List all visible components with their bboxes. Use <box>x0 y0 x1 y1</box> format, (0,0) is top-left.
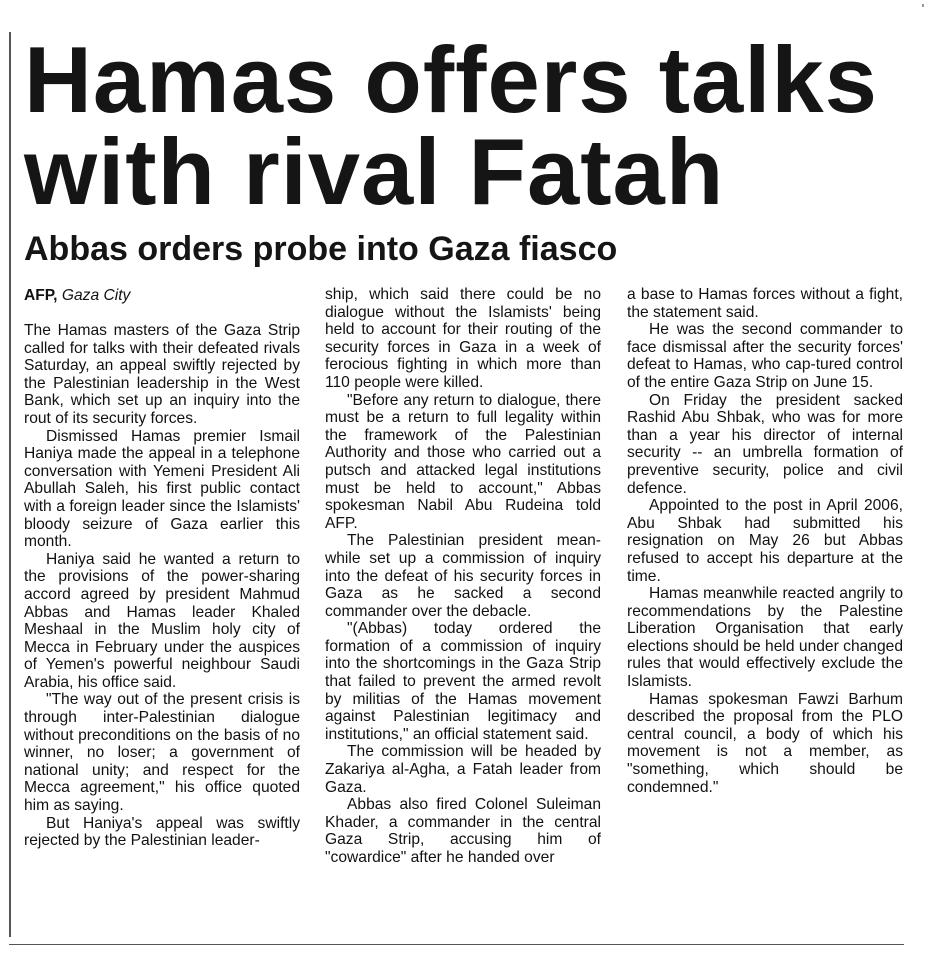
subheadline: Abbas orders probe into Gaza fiasco <box>24 230 618 268</box>
paragraph: Appointed to the post in April 2006, Abu Shbak had submitted his resignation on May 26 but Abbas refused to accept his departure at the time. <box>627 497 903 585</box>
paragraph: The Hamas masters of the Gaza Strip called for talks with their defeated rivals Saturday, an appeal swiftly rejected by the Palestinian leadership in the West Bank, which set up an inquiry into the rout of its security forces. <box>24 322 300 427</box>
article-column-2 <box>325 286 601 867</box>
paragraph: Dismissed Hamas premier Ismail Haniya made the appeal in a telephone conversation with Yemeni President Ali Abullah Saleh, his first public contact with a foreign leader since the Islamists' bloody seizure of Gaza earlier this month. <box>24 427 300 551</box>
article-column-1 <box>24 286 300 850</box>
bottom-border-rule <box>9 944 904 945</box>
article-column-3 <box>627 286 903 796</box>
headline: Hamas offers talks with rival Fatah <box>24 27 878 224</box>
byline-location: Gaza City <box>61 287 131 304</box>
paragraph: He was the second commander to face dismissal after the security forces' defeat to Hamas, who cap-tured control of the entire Gaza Strip on June 15. <box>627 321 903 391</box>
corner-mark <box>922 4 924 7</box>
paragraph: a base to Hamas forces without a fight, the statement said. <box>627 286 903 321</box>
left-border-rule <box>9 32 11 937</box>
byline-agency: AFP, <box>24 287 58 304</box>
paragraph: The Palestinian president mean-while set up a commission of inquiry into the defeat of his security forces in Gaza as he sacked a second commander over the debacle. <box>325 532 601 620</box>
paragraph: "Before any return to dialogue, there must be a return to full legality within the framework of the Palestinian Authority and those who carried out a putsch and attacked legal institutions must be held to account," Abbas spokesman Nabil Abu Rudeina told AFP. <box>325 391 601 532</box>
paragraph: On Friday the president sacked Rashid Abu Shbak, who was for more than a year his director of internal security -- an umbrella formation of preventive security, police and civil defence. <box>627 391 903 497</box>
paragraph: "(Abbas) today ordered the formation of a commission of inquiry into the shortcomings in the Gaza Strip that failed to prevent the armed revolt by militias of the Hamas movement against Palestinian legitimacy and institutions," an official statement said. <box>325 620 601 743</box>
paragraph: Hamas meanwhile reacted angrily to recommendations by the Palestine Liberation Organisation that early elections should be held under changed rules that would effectively exclude the Islamists. <box>627 585 903 691</box>
paragraph: Haniya said he wanted a return to the provisions of the power-sharing accord agreed by president Mahmud Abbas and Hamas leader Khaled Meshaal in the Muslim holy city of Mecca in February under the auspices of Yemen's powerful neighbour Saudi Arabia, his office said. <box>24 550 300 691</box>
paragraph: Abbas also fired Colonel Suleiman Khader, a commander in the central Gaza Strip, accusing him of "cowardice" after he handed over <box>325 796 601 866</box>
paragraph: But Haniya's appeal was swiftly rejected by the Palestinian leader- <box>24 814 300 850</box>
paragraph: "The way out of the present crisis is through inter-Palestinian dialogue without preconditions on the basis of no winner, no loser; a government of national unity; and respect for the Mecca agreement," his office quoted him as saying. <box>24 691 300 815</box>
paragraph: The commission will be headed by Zakariya al-Agha, a Fatah leader from Gaza. <box>325 743 601 796</box>
paragraph: Hamas spokesman Fawzi Barhum described the proposal from the PLO central council, a body of which his movement is not a member, as "something, which should be condemned." <box>627 690 903 796</box>
paragraph: ship, which said there could be no dialogue without the Islamists' being held to account for their routing of the security forces in Gaza in a week of ferocious fighting in which more than 110 people were killed. <box>325 286 601 391</box>
byline <box>24 286 300 306</box>
